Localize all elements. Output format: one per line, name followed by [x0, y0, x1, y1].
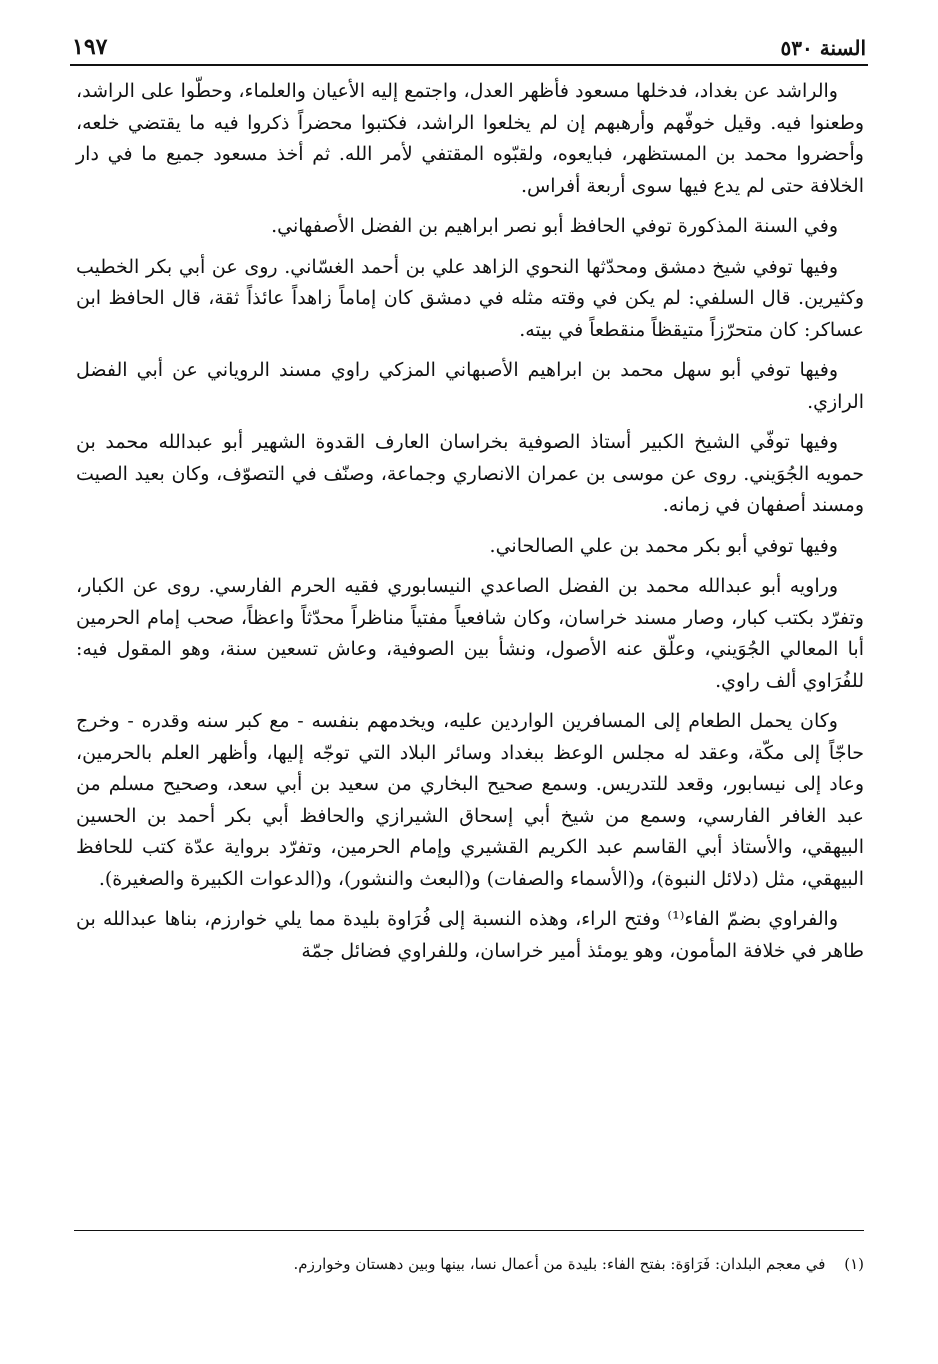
footnote-text: في معجم البلدان: فَرَاوَة: بفتح الفاء: بليدة من أعمال نسا، بينها وبين دهستان وخوارزم.: [293, 1255, 826, 1273]
header-rule: [70, 64, 868, 66]
paragraph: والراشد عن بغداد، فدخلها مسعود فأظهر العدل، واجتمع إليه الأعيان والعلماء، وحطّوا على الراشد، وطعنوا فيه. وقيل خوفّهم وأرهبهم إن لم يخلعوا الراشد، فكتبوا محضراً ذكروا فيه ما يقتضي خلعه، وأحضروا محمد بن المستظهر، فبايعوه، ولقبّوه المقتفي لأمر الله. ثم أخذ مسعود جميع ما في دار الخلافة حتى لم يدع فيها سوى أربعة أفراس.: [76, 80, 864, 197]
footnote: [76, 1252, 864, 1276]
footnote-marker: (١): [844, 1255, 864, 1273]
footnote-rule: [74, 1230, 864, 1231]
paragraph: والفراوي بضمّ الفاء⁽¹⁾ وفتح الراء، وهذه النسبة إلى فُرَاوة بليدة مما يلي خوارزم، بناها عبدالله بن طاهر في خلافة المأمون، وهو يومئذ أمير خراسان، وللفراوي فضائل جمّة: [76, 908, 864, 962]
paragraph: وكان يحمل الطعام إلى المسافرين الواردين عليه، ويخدمهم بنفسه - مع كبر سنه وقدره - وخرج حاجّاً إلى مكّة، وعقد له مجلس الوعظ ببغداد وسائر البلاد التي توجّه إليها، وأظهر العلم بالحرمين، وعاد إلى نيسابور، وقعد للتدريس. وسمع صحيح البخاري من سعيد بن أبي سعد، وصحيح مسلم من عبد الغافر الفارسي، وسمع من شيخ أبي إسحاق الشيرازي والحافظ أبي بكر أحمد بن الحسين البيهقي، والأستاذ أبي القاسم عبد الكريم القشيري وإمام الحرمين، وتفرّد برواية عدّة كتب للحافظ البيهقي، مثل (دلائل النبوة)، و(الأسماء والصفات) و(البعث والنشور)، و(الدعوات الكبيرة والصغيرة).: [76, 710, 864, 890]
page-number: ١٩٧: [72, 34, 108, 60]
paragraph: وفي السنة المذكورة توفي الحافظ أبو نصر ابراهيم بن الفضل الأصفهاني.: [271, 215, 838, 237]
paragraph: وفيها توفي أبو سهل محمد بن ابراهيم الأصبهاني المزكي راوي مسند الروياني عن أبي الفضل الرازي.: [76, 359, 864, 413]
paragraph: وفيها توفي شيخ دمشق ومحدّثها النحوي الزاهد علي بن أحمد الغسّاني. روى عن أبي بكر الخطيب وكثيرين. قال السلفي: لم يكن في وقته مثله في دمشق كان إماماً زاهداً عائذاً ثقة، قال الحافظ ابن عساكر: كان متحرّزاً متيقظاً منقطعاً في بيته.: [76, 255, 864, 341]
body-text: [76, 76, 864, 976]
paragraph: وراويه أبو عبدالله محمد بن الفضل الصاعدي النيسابوري فقيه الحرم الفارسي. روى عن الكبار، وتفرّد بكتب كبار، وصار مسند خراسان، وكان شافعياً مفتياً مناظراً محدّثاً واعظاً، صحب إمام الحرمين أبا المعالي الجُوَيني، وعلّق عنه الأصول، ونشأ بين الصوفية، وعاش تسعين سنة، وهو المقول فيه: للفُرَاوي ألف راوي.: [76, 575, 864, 692]
page-header: [72, 26, 866, 60]
paragraph: وفيها توفّي الشيخ الكبير أستاذ الصوفية بخراسان العارف القدوة الشهير أبو عبدالله محمد بن حمويه الجُوَيني. روى عن موسى بن عمران الانصاري وجماعة، وصنّف في التصوّف، وكان بعيد الصيت ومسند أصفهان في زمانه.: [76, 431, 864, 516]
paragraph: وفيها توفي أبو بكر محمد بن علي الصالحاني.: [489, 534, 838, 557]
running-head: السنة ٥٣٠: [780, 36, 866, 60]
